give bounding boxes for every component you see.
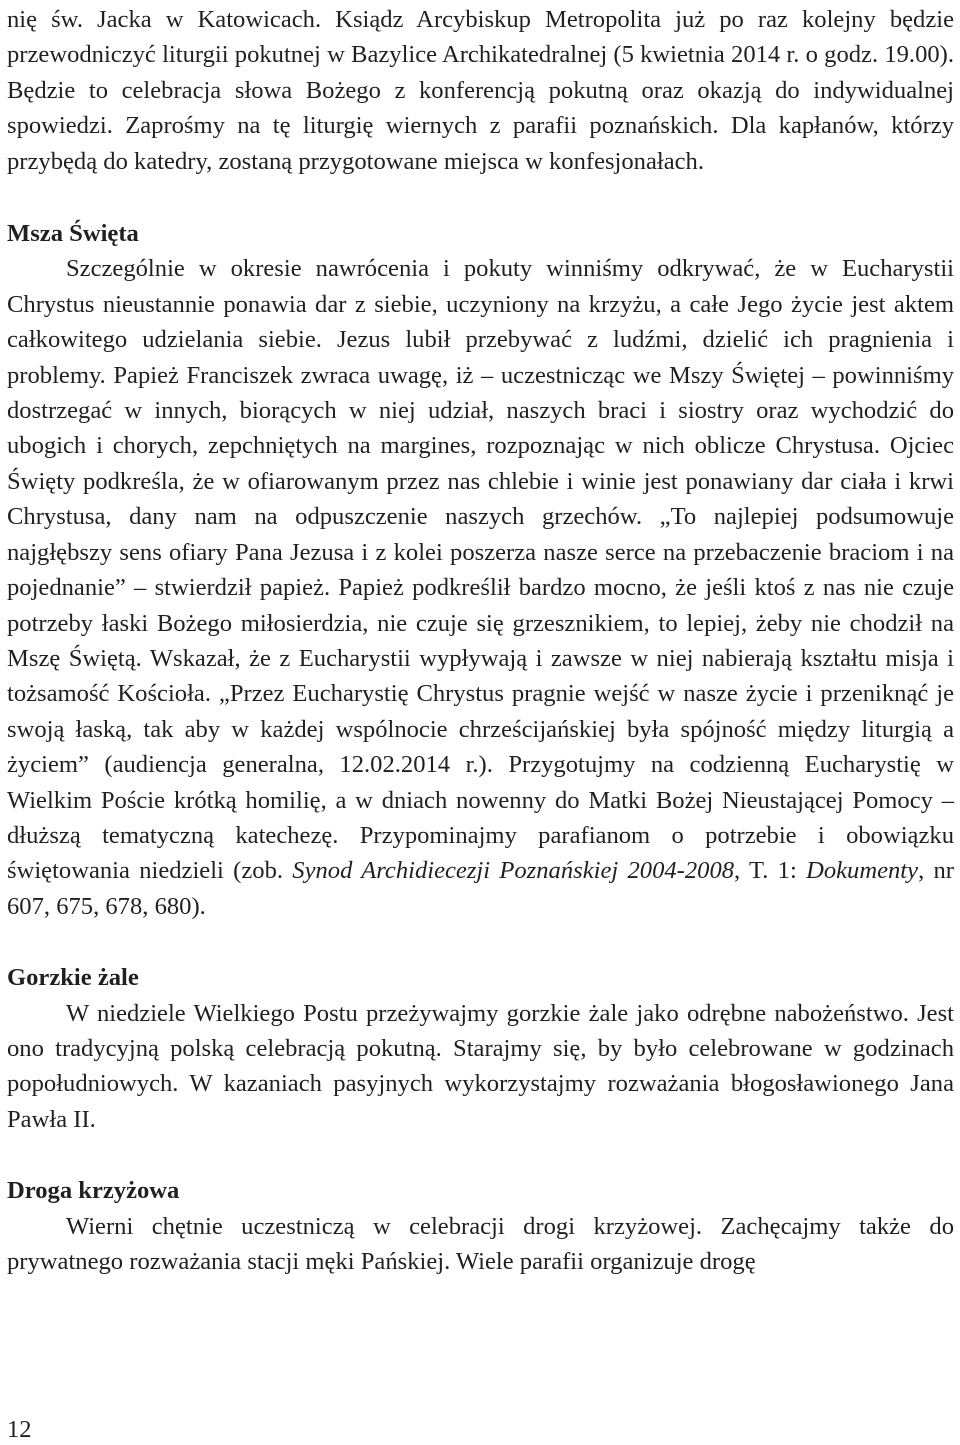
gorzkie-heading: Gorzkie żale <box>7 964 139 992</box>
gorzkie-section <box>7 960 954 1137</box>
droga-paragraph: Wierni chętnie uczestniczą w celebracji drogi krzyżowej. Zachęcajmy także do prywatnego rozważania stacji męki Pańskiej. Wiele parafii organizuje drogę <box>7 1212 954 1275</box>
msza-text-after: , nr 607, 675, 678, 680). <box>7 857 954 920</box>
msza-dokumenty-title: Dokumenty <box>806 857 919 885</box>
msza-heading: Msza Święta <box>7 220 139 248</box>
droga-section <box>7 1173 954 1279</box>
opening-paragraph: nię św. Jacka w Katowicach. Ksiądz Arcybiskup Metropolita już po raz kolejny będzie przewodniczyć liturgii pokutnej w Bazylice Archikatedralnej (5 kwietnia 2014 r. o godz. 19.00). Będzie to celebracja słowa Bożego z konferencją pokutną oraz okazją do indywidualnej spowiedzi. Zaprośmy na tę liturgię wiernych z parafii poznańskich. Dla kapłanów, którzy przybędą do katedry, zostaną przygotowane miejsca w konfesjonałach. <box>7 6 954 175</box>
msza-synod-title: Synod Archidiecezji Poznańskiej 2004-2008 <box>292 857 735 885</box>
msza-text-before: Szczególnie w okresie nawrócenia i pokuty winniśmy odkrywać, że w Eucharystii Chrystus nieustannie ponawia dar z siebie, uczyniony na krzyżu, a całe Jego życie jest aktem całkowitego udzielania siebie. Jezus lubił przebywać z ludźmi, dzielić ich pragnienia i problemy. Papież Franciszek zwraca uwagę, iż – uczestnicząc we Mszy Świętej – powinniśmy dostrzegać w innych, biorących w niej udział, naszych braci i siostry oraz wychodzić do ubogich i chorych, zepchniętych na margines, rozpoznając w nich oblicze Chrystusa. Ojciec Święty podkreśla, że w ofiarowanym przez nas chlebie i winie jest ponawiany dar ciała i krwi Chrystusa, dany nam na odpuszczenie naszych grzechów. „To najlepiej podsumowuje najgłębszy sens ofiary Pana Jezusa i z kolei poszerza nasze serce na przebaczenie braciom i na pojednanie” – stwierdził papież. Papież podkreślił bardzo mocno, że jeśli ktoś z nas nie czuje potrzeby łaski Bożego miłosierdzia, nie czuje się grzesznikiem, to lepiej, żeby nie chodził na Mszę Świętą. Wskazał, że z Eucharystii wypływają i zawsze w niej nabierają kształtu misja i tożsamość Kościoła. „Przez Eucharystię Chrystus pragnie wejść w nasze życie i przeniknąć je swoją łaską, tak aby w każdej wspólnocie chrześcijańskiej była spójność między liturgią a życiem” (audiencja generalna, 12.02.2014 r.). Przygotujmy na codzienną Eucharystię w Wielkim Poście krótką homilię, a w dniach nowenny do Matki Bożej Nieustającej Pomocy – dłuższą tematyczną katechezę. Przypominajmy parafianom o potrzebie i obowiązku świętowania niedzieli (zob. <box>7 255 954 885</box>
opening-section <box>7 2 954 179</box>
msza-section <box>7 216 954 924</box>
page-number: 12 <box>7 1416 32 1443</box>
droga-heading: Droga krzyżowa <box>7 1177 180 1205</box>
msza-text-middle: , T. 1: <box>734 857 807 885</box>
msza-paragraph <box>7 251 954 924</box>
gorzkie-paragraph: W niedziele Wielkiego Postu przeżywajmy gorzkie żale jako odrębne nabożeństwo. Jest ono tradycyjną polską celebracją pokutną. Starajmy się, by było celebrowane w godzinach popołudniowych. W kazaniach pasyjnych wykorzystajmy rozważania błogosławionego Jana Pawła II. <box>7 999 954 1133</box>
document-page <box>7 2 954 1279</box>
